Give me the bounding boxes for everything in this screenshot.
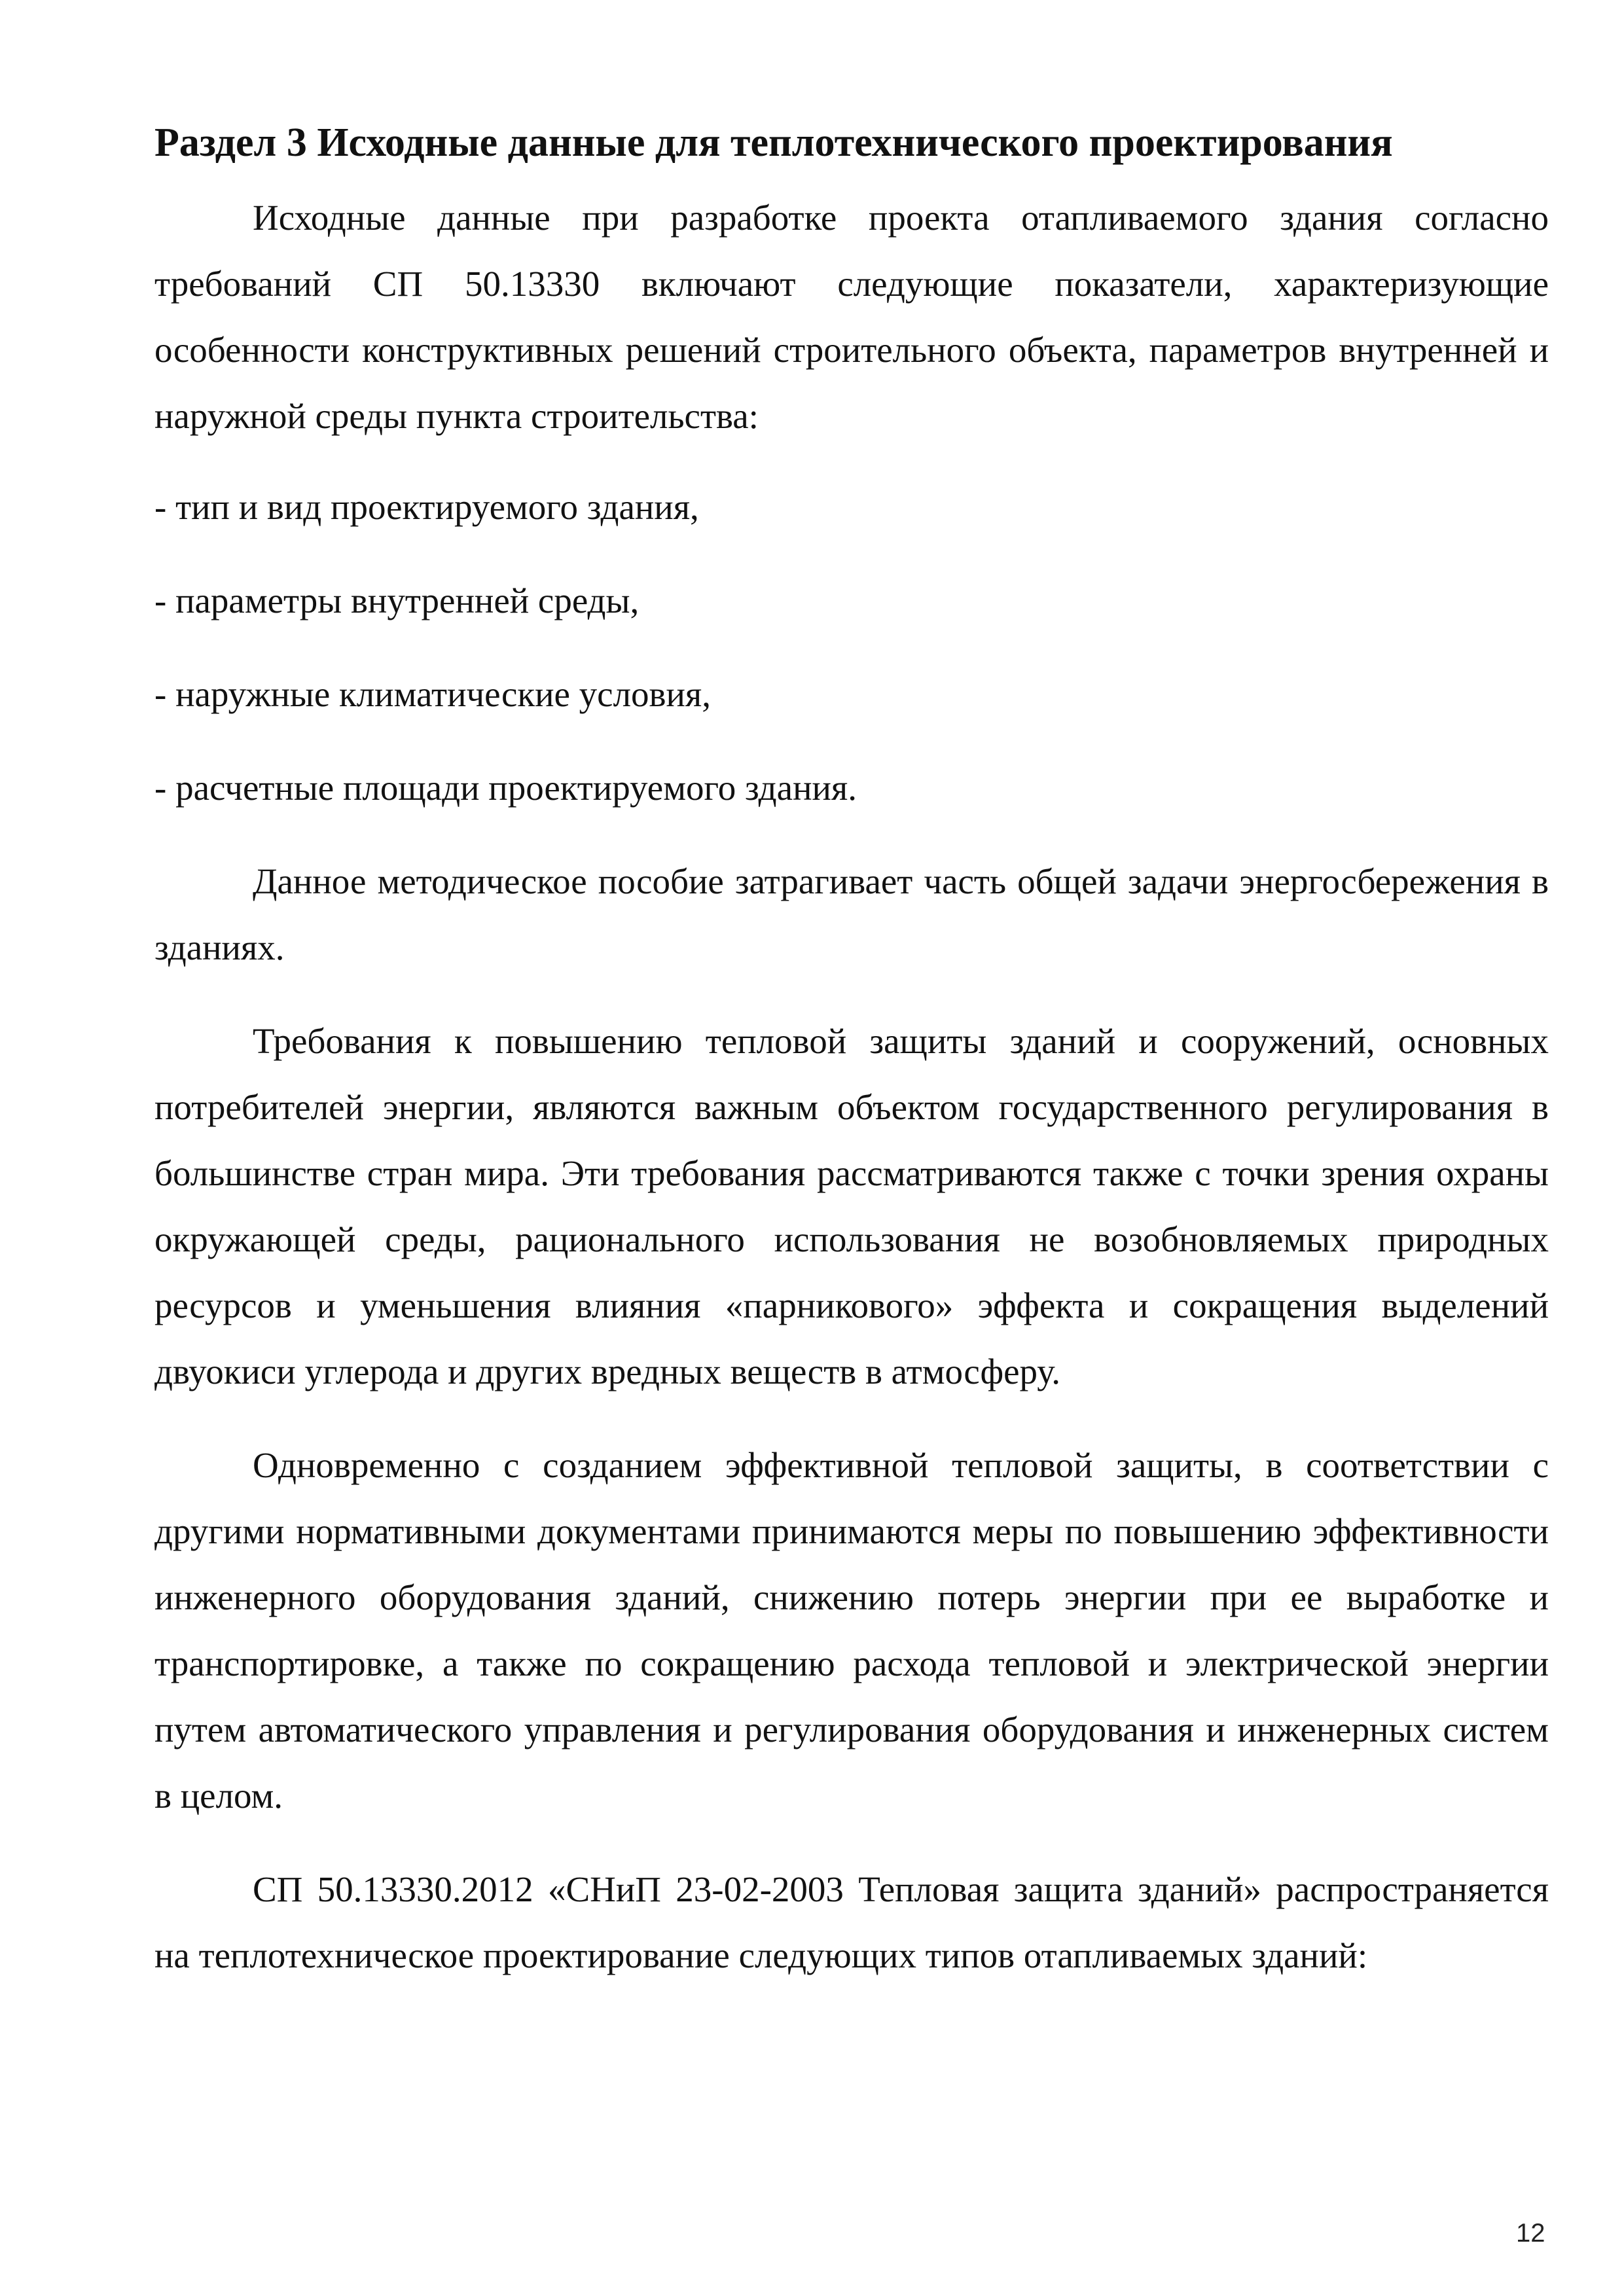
section-title: Раздел 3 Исходные данные для теплотехнического проектирования	[154, 120, 1393, 165]
page-number: 12	[1516, 2219, 1545, 2248]
list-item: - параметры внутренней среды,	[154, 581, 640, 620]
list-item: - тип и вид проектируемого здания,	[154, 487, 699, 527]
parameters-list	[154, 474, 1549, 821]
intro-paragraph: Исходные данные при разработке проекта отапливаемого здания согласно требований СП 50.13330 включают следующие показатели, характеризующие особенности конструктивных решений строительного объекта, параметров внутренней и наружной среды пункта строительства:	[154, 198, 1549, 436]
document-page	[154, 110, 1549, 1988]
paragraph-requirements: Требования к повышению тепловой защиты зданий и сооружений, основных потребителей энергии, являются важным объектом государственного регулирования в большинстве стран мира. Эти требования рассматриваются также с точки зрения охраны окружающей среды, рационального использования не возобновляемых природных ресурсов и уменьшения влияния «парникового» эффекта и сокращения выделений двуокиси углерода и других вредных веществ в атмосферу.	[154, 1021, 1549, 1391]
paragraph-standard-scope: СП 50.13330.2012 «СНиП 23-02-2003 Тепловая защита зданий» распространяется на теплотехническое проектирование следующих типов отапливаемых зданий:	[154, 1869, 1549, 1975]
paragraph-measures: Одновременно с созданием эффективной тепловой защиты, в соответствии с другими нормативными документами принимаются меры по повышению эффективности инженерного оборудования зданий, снижению потерь энергии при ее выработке и транспортировке, а также по сокращению расхода тепловой и электрической энергии путем автоматического управления и регулирования оборудования и инженерных систем в целом.	[154, 1445, 1549, 1816]
paragraph-manual-scope: Данное методическое пособие затрагивает часть общей задачи энергосбережения в зданиях.	[154, 861, 1549, 967]
list-item: - расчетные площади проектируемого здания.	[154, 768, 857, 808]
list-item: - наружные климатические условия,	[154, 674, 711, 714]
